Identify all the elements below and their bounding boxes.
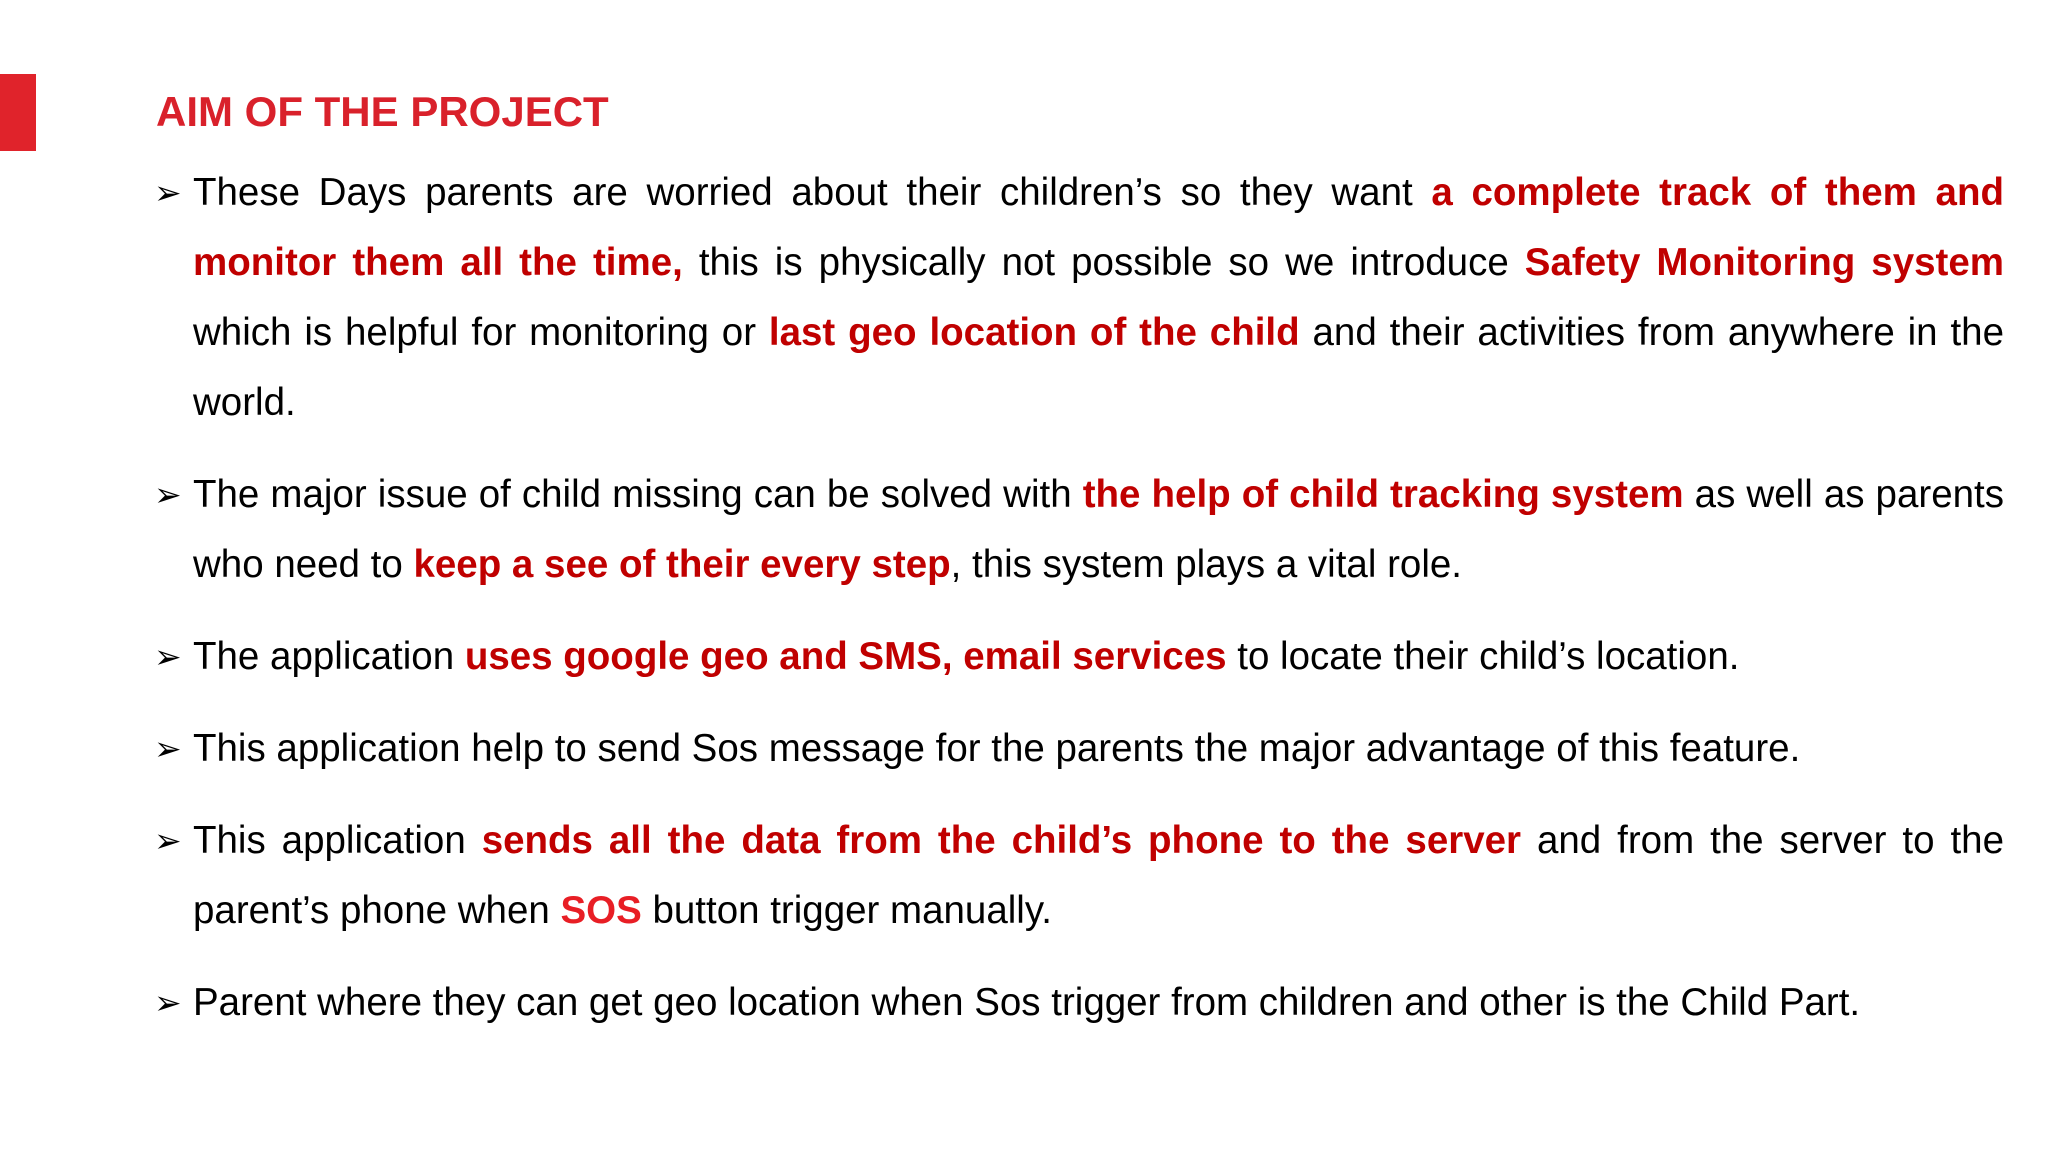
body-text: This application bbox=[193, 819, 482, 862]
body-text: The major issue of child missing can be solved with bbox=[193, 473, 1083, 516]
bullet-list bbox=[154, 158, 2004, 1060]
accent-bar bbox=[0, 74, 36, 151]
highlighted-text: keep a see of their every step bbox=[413, 543, 951, 586]
body-text: to locate their child’s location. bbox=[1226, 635, 1740, 678]
arrow-bullet-icon: ➢ bbox=[154, 822, 182, 859]
bullet-item bbox=[154, 158, 2004, 438]
body-text: which is helpful for monitoring or bbox=[193, 311, 769, 354]
slide-title: AIM OF THE PROJECT bbox=[156, 88, 609, 135]
highlighted-text: sends all the data from the child’s phone to the server bbox=[481, 819, 1522, 862]
bullet-item bbox=[154, 460, 2004, 600]
bullet-item bbox=[154, 622, 2004, 692]
body-text: Parent where they can get geo location when Sos trigger from children and other is the Child Part. bbox=[193, 981, 1861, 1024]
body-text: This application help to send Sos message for the parents the major advantage of this feature. bbox=[193, 727, 1801, 770]
highlighted-text: Safety Monitoring system bbox=[1524, 241, 2004, 284]
body-text: and from the server to the parent’s phone when bbox=[193, 819, 2004, 932]
highlighted-text: SOS bbox=[560, 889, 642, 932]
body-text: this is physically not possible so we introduce bbox=[682, 241, 1525, 284]
arrow-bullet-icon: ➢ bbox=[154, 984, 182, 1021]
body-text: The application bbox=[193, 635, 465, 678]
arrow-bullet-icon: ➢ bbox=[154, 730, 182, 767]
arrow-bullet-icon: ➢ bbox=[154, 638, 182, 675]
body-text: and their activities from anywhere in the world. bbox=[193, 311, 2004, 424]
bullet-item bbox=[154, 806, 2004, 946]
body-text: as well as parents who need to bbox=[193, 473, 2004, 586]
highlighted-text: a complete track of them and monitor them all the time, bbox=[193, 171, 2004, 284]
bullet-item bbox=[154, 968, 2004, 1038]
bullet-item bbox=[154, 714, 2004, 784]
arrow-bullet-icon: ➢ bbox=[154, 476, 182, 513]
body-text: button trigger manually. bbox=[641, 889, 1052, 932]
body-text: , this system plays a vital role. bbox=[950, 543, 1462, 586]
highlighted-text: uses google geo and SMS, email services bbox=[464, 635, 1227, 678]
highlighted-text: last geo location of the child bbox=[768, 311, 1300, 354]
highlighted-text: the help of child tracking system bbox=[1082, 473, 1684, 516]
body-text: These Days parents are worried about their children’s so they want bbox=[193, 171, 1432, 214]
arrow-bullet-icon: ➢ bbox=[154, 174, 182, 211]
